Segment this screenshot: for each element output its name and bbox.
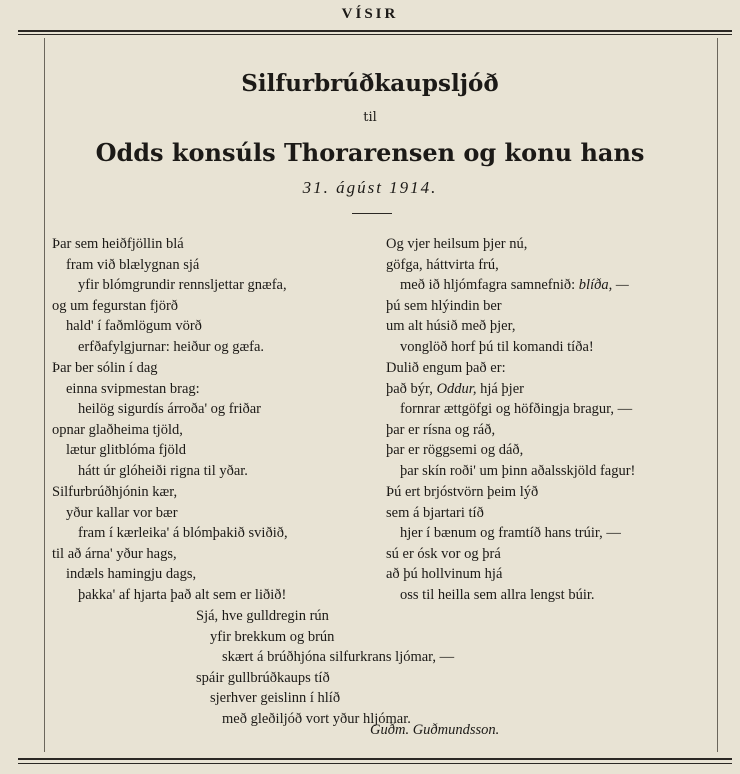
poem-line: þakka' af hjarta það alt sem er liðið! [78,586,287,603]
poem-line: Dulið engum það er: [386,360,506,376]
title-divider [352,213,392,214]
top-rule-thin [18,34,732,35]
poem-signature: Guðm. Guðmundsson. [370,722,500,738]
poem-date: 31. ágúst 1914. [302,178,438,197]
poem-line: að þú hollvinum hjá [386,566,503,583]
poem-line: Þar ber sólin í dag [52,360,158,376]
poem-line: göfga, háttvirta frú, [386,256,499,273]
poem-line: sjerhver geislinn í hlíð [210,690,341,707]
poem-line: fornrar ættgöfgi og höfðingja bragur, — [400,401,633,418]
poem-line: yfir blómgrundir rennsljettar gnæfa, [78,277,287,294]
bottom-rule [18,758,732,760]
poem-line-text: það býr, [386,380,433,397]
stanza-left-2 [52,358,261,482]
poem-line: sem á bjartari tíð [386,504,484,521]
poem-line: fram við blælygnan sjá [66,256,200,273]
poem-line: einna svipmestan brag: [66,380,200,397]
poem-line: Þar sem heiðfjöllin blá [52,236,184,252]
poem-line: vonglöð horf þú til komandi tíða! [400,338,594,355]
poem-line: og um fegurstan fjörð [52,297,179,314]
poem-line: Þú ert brjóstvörn þeim lýð [386,484,539,500]
poem-line: þar er rísna og ráð, [386,421,496,438]
poem-line: fram í kærleika' á blómþakið sviðið, [78,525,288,542]
bottom-rule-thin [18,763,732,764]
poem-line [386,275,629,296]
poem-line: indæls hamingju dags, [66,566,197,583]
poem-line: oss til heilla sem allra lengst búir. [400,586,595,603]
top-rule [18,30,732,32]
poem-line [386,379,635,400]
poem-line: skært á brúðhjóna silfurkrans ljómar, — [222,649,455,666]
poem-emphasis: Oddur, [436,380,477,397]
stanza-right-2 [386,358,635,482]
stanza-final [196,606,454,730]
poem-line: hjer í bænum og framtíð hans trúir, — [400,525,621,542]
poem-line: spáir gullbrúðkaups tíð [196,669,330,686]
stanza-left-3 [52,482,288,606]
poem-line: þú sem hlýindin ber [386,297,502,314]
poem-line: Og vjer heilsum þjer nú, [386,236,528,252]
poem-line: lætur glitblóma fjöld [66,442,187,459]
masthead: VÍSIR [341,6,399,22]
poem-subtitle: Odds konsúls Thorarensen og konu hans [95,138,645,167]
poem-line: heilög sigurdís árroða' og friðar [78,401,262,418]
poem-til: til [363,110,377,125]
poem-line: hald' í faðmlögum vörð [66,318,202,335]
poem-line: til að árna' yður hags, [52,545,177,562]
poem-line: erfðafylgjurnar: heiður og gæfa. [78,338,265,355]
poem-line: yfir brekkum og brún [210,628,335,645]
poem-line: hátt úr glóheiði rigna til yðar. [78,462,248,479]
poem-line-text: hjá þjer [480,380,524,397]
stanza-right-3 [386,482,621,606]
poem-line: þar er röggsemi og dáð, [386,442,524,459]
poem-line-text: með ið hljómfagra samnefnið: [400,277,576,294]
poem-line: Sjá, hve gulldregin rún [196,608,329,624]
poem-line: þar skín roði' um þinn aðalsskjöld fagur! [400,462,636,479]
poem-line: um alt húsið með þjer, [386,318,516,335]
poem-line: Silfurbrúðhjónin kær, [52,484,178,500]
poem-line: sú er ósk vor og þrá [386,545,501,562]
stanza-left-1 [52,234,287,358]
poem-line: yður kallar vor bær [66,504,178,521]
poem-line: með gleðiljóð vort yður hljómar. [222,710,411,727]
poem-emphasis: blíða, — [578,277,629,294]
poem-title: Silfurbrúðkaupsljóð [241,70,499,97]
stanza-right-1 [386,234,629,358]
poem-line: opnar glaðheima tjöld, [52,421,183,438]
